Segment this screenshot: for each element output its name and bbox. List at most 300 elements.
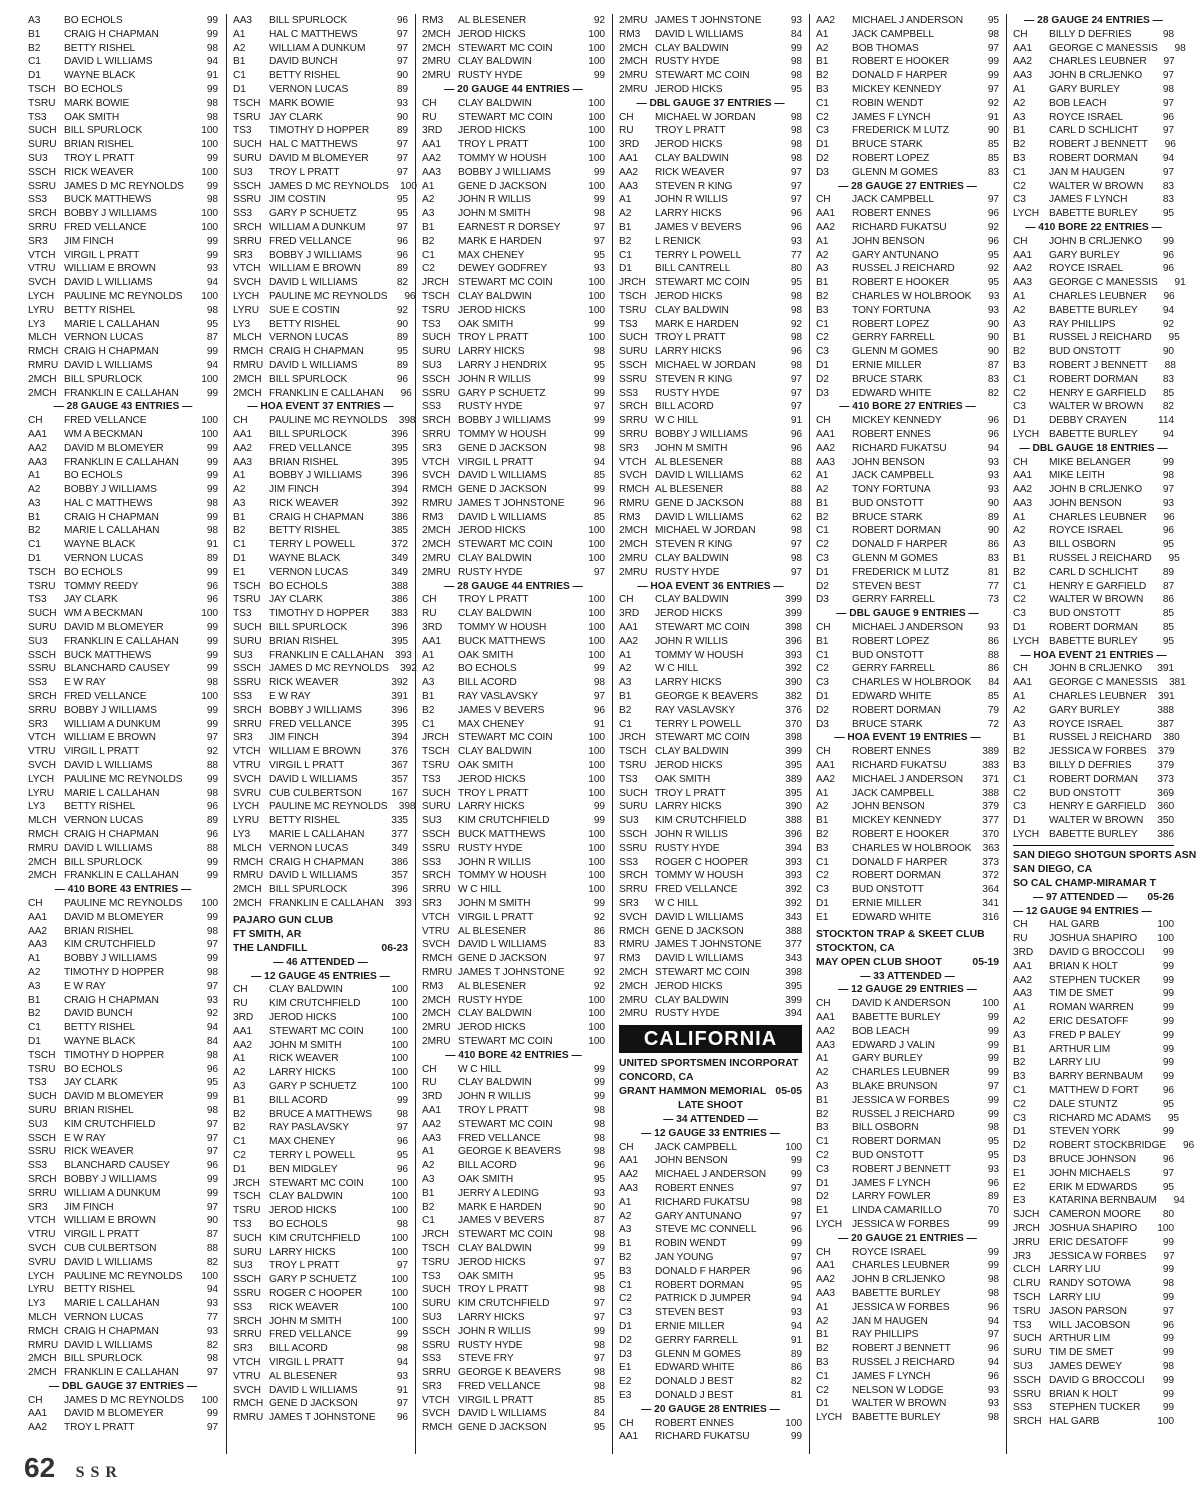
result-row xyxy=(619,787,802,801)
club-name: PAJARO GUN CLUB xyxy=(233,914,334,926)
shooter-name: JAY CLARK xyxy=(269,111,323,123)
shooter-name: FRED VELLANCE xyxy=(269,718,352,730)
score: 372 xyxy=(982,870,999,882)
score: 91 xyxy=(206,539,218,551)
shooter-name: BRIAN RISHEL xyxy=(269,635,339,647)
class-code: D1 xyxy=(619,1320,632,1332)
club-name: UNITED SPORTSMEN INCORPORAT xyxy=(619,1058,799,1070)
score: 98 xyxy=(987,28,999,40)
shooter-name: BILL SPURLOCK xyxy=(269,622,348,634)
result-row xyxy=(1013,428,1174,442)
result-row xyxy=(619,414,802,428)
results-column-2 xyxy=(226,14,417,1454)
class-code: AA3 xyxy=(619,1182,638,1194)
result-row xyxy=(422,607,605,621)
class-code: D3 xyxy=(816,594,829,606)
result-row xyxy=(816,456,999,470)
class-code: B1 xyxy=(619,1238,632,1250)
shooter-name: BABETTE BURLEY xyxy=(1049,829,1138,841)
result-row xyxy=(619,42,802,56)
class-code: SUCH xyxy=(1013,1333,1042,1345)
result-row xyxy=(233,1397,408,1411)
score: 100 xyxy=(588,332,605,344)
shooter-name: MICHAEL J ANDERSON xyxy=(852,773,964,785)
score: 93 xyxy=(987,1384,999,1396)
class-code: C2 xyxy=(816,539,829,551)
score: 99 xyxy=(206,346,218,358)
score: 98 xyxy=(206,1104,218,1116)
shooter-name: EDWARD WHITE xyxy=(655,1362,735,1374)
result-row xyxy=(816,787,999,801)
shooter-name: FRANKLIN E CALLAHAN xyxy=(64,635,179,647)
shooter-name: PAULINE MC REYNOLDS xyxy=(64,773,183,785)
score: 394 xyxy=(785,842,802,854)
result-row xyxy=(816,814,999,828)
shooter-name: BILLY D DEFRIES xyxy=(1049,760,1132,772)
class-code: TSCH xyxy=(28,1049,56,1061)
result-row xyxy=(422,1104,605,1118)
score: 93 xyxy=(987,1398,999,1410)
shooter-name: STEWART MC COIN xyxy=(458,1229,553,1241)
score: 91 xyxy=(1174,277,1186,289)
result-row xyxy=(1013,538,1174,552)
shooter-name: PAULINE MC REYNOLDS xyxy=(64,898,183,909)
result-row xyxy=(422,980,605,994)
class-code: RU xyxy=(422,608,437,620)
shooter-name: CRAIG H CHAPMAN xyxy=(64,346,159,358)
result-row xyxy=(619,911,802,925)
shooter-name: TROY L PRATT xyxy=(655,787,726,799)
score: 99 xyxy=(206,856,218,868)
class-code: AA1 xyxy=(1013,960,1032,972)
shooter-name: BLAKE BRUNSON xyxy=(852,1080,938,1092)
score: 98 xyxy=(1162,470,1174,482)
shooter-name: GEORGE K BEAVERS xyxy=(458,1367,561,1379)
result-row xyxy=(422,428,605,442)
shooter-name: FRED VELLANCE xyxy=(269,1329,352,1341)
result-row xyxy=(816,1108,999,1122)
class-code: A3 xyxy=(619,1224,632,1236)
score: 98 xyxy=(593,1146,605,1158)
shooter-name: MARIE L CALLAHAN xyxy=(64,787,160,799)
score: 98 xyxy=(1162,1360,1174,1372)
shooter-name: DAVID L WILLIAMS xyxy=(64,842,153,854)
class-code: C3 xyxy=(1013,608,1026,620)
score: 85 xyxy=(1162,608,1174,620)
result-row xyxy=(422,883,605,897)
result-row xyxy=(233,69,408,83)
score: 99 xyxy=(987,1218,999,1230)
score: 100 xyxy=(588,829,605,841)
score: 392 xyxy=(785,884,802,896)
shooter-name: JOHN B CRLJENKO xyxy=(1049,663,1143,675)
shooter-name: BILL CANTRELL xyxy=(655,263,731,275)
result-row xyxy=(816,359,999,373)
score: 96 xyxy=(1162,525,1174,537)
score: 99 xyxy=(593,428,605,440)
score: 98 xyxy=(206,787,218,799)
score: 89 xyxy=(206,553,218,565)
score: 371 xyxy=(982,773,999,785)
shooter-name: JOHN B CRLJENKO xyxy=(1049,70,1143,82)
shooter-name: JIM FINCH xyxy=(269,484,319,496)
class-code: C3 xyxy=(816,125,829,137)
result-row xyxy=(816,1342,999,1356)
class-code: CH xyxy=(28,415,43,427)
result-row xyxy=(619,1141,802,1155)
shooter-name: TOMMY REEDY xyxy=(64,580,139,592)
result-row xyxy=(619,773,802,787)
shooter-name: VIRGIL L PRATT xyxy=(458,1394,534,1406)
result-row xyxy=(28,1201,218,1215)
score: 97 xyxy=(593,691,605,703)
score: 98 xyxy=(206,525,218,537)
class-code: RMRU xyxy=(28,1339,59,1351)
class-code: AA1 xyxy=(816,208,835,220)
class-code: AA1 xyxy=(233,1025,252,1037)
score: 96 xyxy=(206,801,218,813)
class-code: E2 xyxy=(619,1376,632,1388)
class-code: SSCH xyxy=(28,1132,56,1144)
result-row xyxy=(28,387,218,401)
class-code: SURU xyxy=(233,152,262,164)
class-code: RU xyxy=(619,125,634,137)
shooter-name: BABETTE BURLEY xyxy=(852,1011,941,1023)
shooter-name: JAMES F LYNCH xyxy=(852,111,931,123)
result-row xyxy=(233,152,408,166)
result-row xyxy=(28,166,218,180)
score: 349 xyxy=(391,553,408,565)
result-row xyxy=(619,290,802,304)
shooter-name: MARK E HARDEN xyxy=(458,1201,542,1213)
shooter-name: STEPHEN TUCKER xyxy=(1049,1402,1141,1414)
shooter-name: BOBBY J WILLIAMS xyxy=(269,249,362,261)
result-row xyxy=(619,124,802,138)
shooter-name: ROBIN WENDT xyxy=(852,97,924,109)
shooter-name: JOHN R WILLIS xyxy=(655,194,728,206)
score: 389 xyxy=(982,746,999,758)
class-code: SURU xyxy=(619,346,648,358)
class-code: SSRU xyxy=(233,1287,261,1299)
shooter-name: BRIAN K HOLT xyxy=(1049,960,1118,972)
shooter-name: WILLIAM E BROWN xyxy=(64,263,156,275)
shooter-name: TOMMY W HOUSH xyxy=(458,622,547,634)
shooter-name: LARRY HICKS xyxy=(458,801,525,813)
class-code: C1 xyxy=(233,70,246,82)
score: 77 xyxy=(206,1311,218,1323)
class-code: CH xyxy=(816,998,831,1010)
score: 99 xyxy=(790,42,802,54)
shooter-name: ERNIE MILLER xyxy=(655,1320,725,1332)
result-row xyxy=(1013,276,1186,290)
class-code: A3 xyxy=(1013,111,1026,123)
class-code: B1 xyxy=(816,497,829,509)
class-code: D1 xyxy=(1013,415,1026,427)
section-heading: — 12 GAUGE 45 ENTRIES — xyxy=(251,970,390,982)
class-code: 2MRU xyxy=(422,70,451,82)
result-row xyxy=(816,331,999,345)
class-code: SSCH xyxy=(1013,1374,1041,1386)
shooter-name: JEROD HICKS xyxy=(458,1256,526,1268)
shooter-name: BILL SPURLOCK xyxy=(269,373,348,385)
shooter-name: BILL ACORD xyxy=(458,677,517,689)
class-code: CH xyxy=(422,594,437,606)
shooter-name: OAK SMITH xyxy=(458,318,514,330)
class-code: C3 xyxy=(619,1307,632,1319)
result-row xyxy=(619,649,802,663)
score: 383 xyxy=(982,760,999,772)
class-code: TSRU xyxy=(233,111,261,123)
result-row xyxy=(233,759,408,773)
score: 394 xyxy=(391,732,408,744)
score: 98 xyxy=(593,1118,605,1130)
class-code: SVCH xyxy=(619,911,647,923)
class-code: C2 xyxy=(816,663,829,675)
shooter-name: JAMES F LYNCH xyxy=(852,1177,931,1189)
result-row xyxy=(422,1035,605,1049)
result-row xyxy=(233,249,408,263)
class-code: TS3 xyxy=(233,608,252,620)
club-header xyxy=(816,928,999,970)
score: 98 xyxy=(1162,83,1174,95)
result-row xyxy=(422,1283,605,1297)
result-row xyxy=(1013,345,1174,359)
result-row xyxy=(28,538,218,552)
result-row xyxy=(1013,1056,1174,1070)
score: 99 xyxy=(593,387,605,399)
shooter-name: JAMES DEWEY xyxy=(1049,1360,1123,1372)
shooter-name: RAY PHILLIPS xyxy=(852,1329,919,1341)
shooter-name: MICHAEL J ANDERSON xyxy=(655,1169,767,1181)
class-code: AA1 xyxy=(422,635,441,647)
result-row xyxy=(619,925,802,939)
class-code: SS3 xyxy=(233,691,252,703)
class-code: LYCH xyxy=(816,1218,843,1230)
shooter-name: DAVID M BLOMEYER xyxy=(64,442,164,454)
event-date: 05-19 xyxy=(972,956,999,968)
result-row xyxy=(28,1035,218,1049)
result-row xyxy=(28,925,218,939)
class-code: RMRU xyxy=(233,1412,264,1424)
result-row xyxy=(816,704,999,718)
shooter-name: STEWART MC COIN xyxy=(655,622,750,634)
class-code: 2MCH xyxy=(619,980,648,992)
class-code: RMCH xyxy=(422,484,453,496)
shooter-name: HENRY E GARFIELD xyxy=(1049,387,1147,399)
result-row xyxy=(619,359,802,373)
shooter-name: MIKE LEITH xyxy=(1049,470,1105,482)
shooter-name: LARRY HICKS xyxy=(655,801,722,813)
result-row xyxy=(816,1287,999,1301)
shooter-name: JESSICA W FORBES xyxy=(852,1301,950,1313)
class-code: A1 xyxy=(1013,83,1026,95)
score: 92 xyxy=(593,966,605,978)
score: 98 xyxy=(790,332,802,344)
result-row xyxy=(1013,1194,1185,1208)
shooter-name: GARY BURLEY xyxy=(1049,249,1120,261)
result-row xyxy=(619,897,802,911)
class-code: B3 xyxy=(1013,152,1026,164)
class-code: VTCH xyxy=(233,746,261,758)
score: 398 xyxy=(398,801,416,813)
result-row xyxy=(619,262,802,276)
class-code: AA2 xyxy=(1013,974,1032,986)
result-row xyxy=(1013,1401,1174,1415)
class-code: SURU xyxy=(422,801,451,813)
score: 98 xyxy=(790,56,802,68)
result-row xyxy=(422,1352,605,1366)
shooter-name: MICHAEL W JORDAN xyxy=(655,111,756,123)
shooter-name: STEWART MC COIN xyxy=(655,70,750,82)
class-code: 2MCH xyxy=(619,56,648,68)
result-row xyxy=(233,1218,408,1232)
shooter-name: BRUCE STARK xyxy=(852,373,923,385)
score: 357 xyxy=(391,870,408,882)
result-row xyxy=(422,1380,605,1394)
result-row xyxy=(28,249,218,263)
result-row xyxy=(1013,1181,1174,1195)
score: 99 xyxy=(593,663,605,675)
score: 93 xyxy=(790,1307,802,1319)
result-row xyxy=(233,787,408,801)
shooter-name: E W RAY xyxy=(64,980,106,992)
class-code: SRRU xyxy=(28,1187,57,1199)
section-heading: — 20 GAUGE 21 ENTRIES — xyxy=(838,1232,977,1244)
shooter-name: ROGER C HOOPER xyxy=(655,856,749,868)
class-code: A2 xyxy=(422,1160,435,1172)
shooter-name: DAVID L WILLIAMS xyxy=(269,870,358,882)
shooter-name: TIM DE SMET xyxy=(1049,988,1114,1000)
shooter-name: JESSICA W FORBES xyxy=(852,1218,950,1230)
shooter-name: FRED VELLANCE xyxy=(64,415,147,427)
class-code: SUCH xyxy=(28,125,57,137)
result-row xyxy=(28,1049,218,1063)
class-code: RMRU xyxy=(619,939,650,951)
class-code: 3RD xyxy=(1013,947,1034,958)
result-row xyxy=(28,980,218,994)
class-code: TSRU xyxy=(28,97,56,109)
result-row xyxy=(619,483,802,497)
result-row xyxy=(816,856,999,870)
class-code: A1 xyxy=(619,194,632,206)
shooter-name: BABETTE BURLEY xyxy=(1049,635,1138,647)
score: 96 xyxy=(790,208,802,220)
shooter-name: TERRY L POWELL xyxy=(655,718,742,730)
class-code: A1 xyxy=(1013,290,1026,302)
class-code: B2 xyxy=(1013,1057,1026,1069)
score: 94 xyxy=(206,359,218,371)
result-row xyxy=(28,235,218,249)
shooter-name: BILL SPURLOCK xyxy=(64,373,143,385)
class-code: SUCH xyxy=(28,1091,57,1103)
result-row xyxy=(816,745,999,759)
class-code: SSRU xyxy=(233,194,261,206)
shooter-name: WILLIAM A DUNKUM xyxy=(64,1187,161,1199)
result-row xyxy=(816,235,999,249)
shooter-name: JOHN M SMITH xyxy=(269,1315,342,1327)
result-row xyxy=(233,1094,408,1108)
shooter-name: BETTY RISHEL xyxy=(269,70,341,82)
shooter-name: STEWART MC COIN xyxy=(458,42,553,54)
shooter-name: WALTER W BROWN xyxy=(1049,401,1144,413)
score: 99 xyxy=(987,1108,999,1120)
result-row xyxy=(619,994,802,1008)
result-row xyxy=(233,207,408,221)
shooter-name: CRAIG H CHAPMAN xyxy=(64,28,159,40)
result-row xyxy=(422,1145,605,1159)
score: 98 xyxy=(1162,28,1174,40)
score: 396 xyxy=(391,428,408,440)
score: 99 xyxy=(206,180,218,192)
class-code: C2 xyxy=(816,332,829,344)
shooter-name: RICHARD FUKATSU xyxy=(655,1431,750,1443)
result-row xyxy=(1013,1277,1174,1291)
class-code: B1 xyxy=(619,221,632,233)
result-row xyxy=(422,1007,605,1021)
result-row xyxy=(233,318,408,332)
shooter-name: KIM CRUTCHFIELD xyxy=(458,1298,550,1310)
shooter-name: GLENN M GOMES xyxy=(852,166,938,178)
shooter-name: DAVID L WILLIAMS xyxy=(269,359,358,371)
class-code: AA1 xyxy=(28,428,47,440)
score: 97 xyxy=(206,1146,218,1158)
score: 99 xyxy=(1162,1126,1174,1138)
score: 97 xyxy=(206,1422,218,1434)
shooter-name: MAX CHENEY xyxy=(458,249,525,261)
score: 97 xyxy=(593,221,605,233)
result-row xyxy=(28,1228,218,1242)
shooter-name: AL BLESENER xyxy=(458,15,527,26)
score: 97 xyxy=(790,566,802,578)
class-code: SJCH xyxy=(1013,1209,1040,1221)
shooter-name: JEROD HICKS xyxy=(458,525,526,537)
class-code: C2 xyxy=(1013,594,1026,606)
score: 99 xyxy=(206,953,218,965)
result-row xyxy=(28,1021,218,1035)
score: 92 xyxy=(206,1008,218,1020)
class-code: D1 xyxy=(816,1398,829,1410)
shooter-name: VERNON LUCAS xyxy=(269,332,349,344)
result-row xyxy=(422,414,605,428)
result-row xyxy=(28,649,218,663)
class-code: C1 xyxy=(28,56,41,68)
class-code: 2MRU xyxy=(619,1008,648,1020)
result-row xyxy=(422,1201,605,1215)
class-code: D1 xyxy=(816,566,829,578)
class-code: C3 xyxy=(1013,1112,1026,1124)
result-row xyxy=(422,593,605,607)
result-row xyxy=(422,97,605,111)
result-row xyxy=(1013,1029,1174,1043)
shooter-name: CLAY BALDWIN xyxy=(458,97,532,109)
result-row xyxy=(422,1325,605,1339)
result-row xyxy=(1013,1250,1174,1264)
shooter-name: ROBERT ENNES xyxy=(852,428,931,440)
shooter-name: JIM COSTIN xyxy=(269,194,326,206)
class-code: SSCH xyxy=(233,663,261,675)
result-row xyxy=(816,221,999,235)
class-code: LYRU xyxy=(233,304,260,316)
score: 96 xyxy=(1162,111,1174,123)
class-code: TS3 xyxy=(1013,1319,1032,1331)
score: 99 xyxy=(206,1187,218,1199)
shooter-name: CLAY BALDWIN xyxy=(458,290,532,302)
class-code: SRRU xyxy=(422,428,451,440)
result-row xyxy=(233,718,408,732)
score: 96 xyxy=(396,1412,408,1424)
class-code: C1 xyxy=(619,718,632,730)
result-row xyxy=(816,442,999,456)
